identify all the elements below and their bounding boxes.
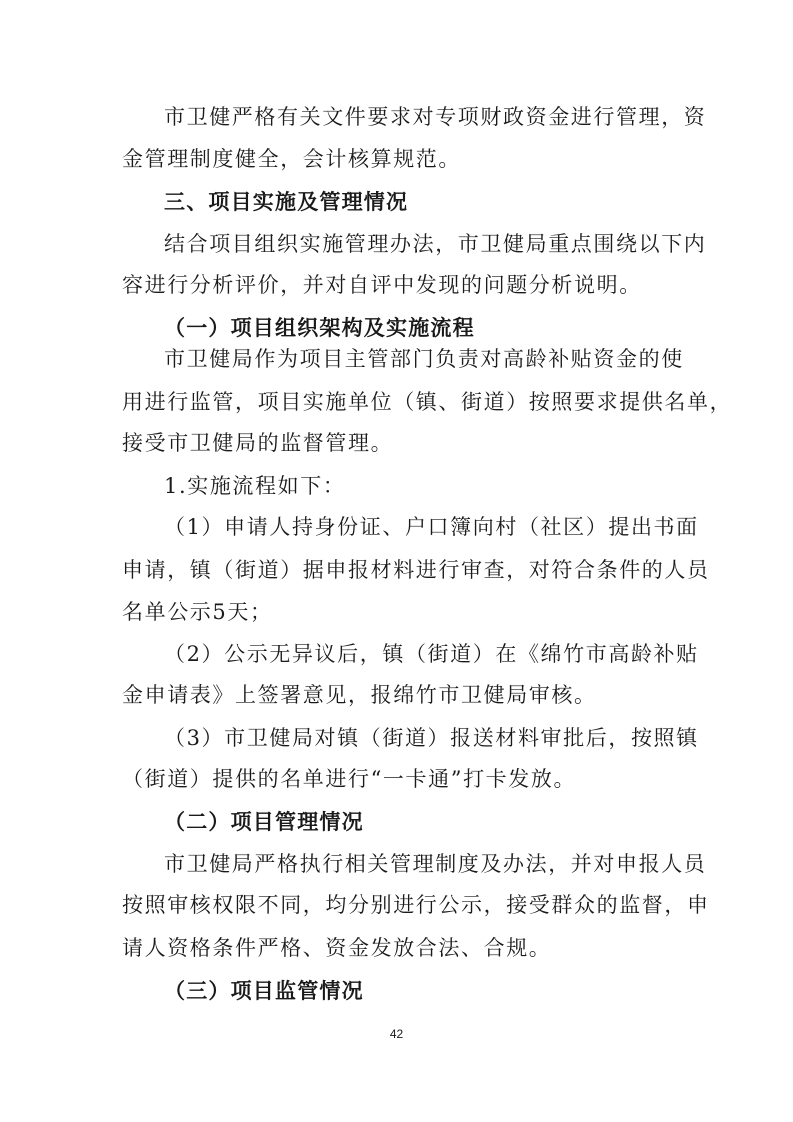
- paragraph-line: 名单公示5天；: [122, 600, 273, 624]
- subsection-heading: （一）项目组织架构及实施流程: [164, 316, 475, 340]
- paragraph-line: 市卫健局作为项目主管部门负责对高龄补贴资金的使: [164, 347, 684, 371]
- section-heading: 三、项目实施及管理情况: [164, 190, 409, 214]
- paragraph-line: 金申请表》上签署意见，报绵竹市卫健局审核。: [122, 683, 597, 707]
- paragraph-line: 请人资格条件严格、资金发放合法、合规。: [122, 936, 552, 960]
- subsection-heading: （三）项目监管情况: [164, 979, 364, 1003]
- paragraph-line: （3）市卫健局对镇（街道）报送材料审批后，按照镇: [164, 726, 699, 750]
- list-heading: 1.实施流程如下：: [164, 474, 346, 498]
- subsection-heading: （二）项目管理情况: [164, 810, 364, 834]
- paragraph-line: 接受市卫健局的监督管理。: [122, 431, 394, 455]
- paragraph-line: 按照审核权限不同，均分别进行公示，接受群众的监督，申: [122, 893, 710, 917]
- paragraph-line: 申请，镇（街道）据申报材料进行审查，对符合条件的人员: [122, 558, 710, 582]
- paragraph-line: 用进行监管，项目实施单位（镇、街道）按照要求提供名单，: [122, 390, 733, 414]
- paragraph-line: 容进行分析评价，并对自评中发现的问题分析说明。: [122, 273, 642, 297]
- paragraph-line: 结合项目组织实施管理办法，市卫健局重点围绕以下内: [164, 232, 707, 256]
- paragraph-line: （1）申请人持身份证、户口簿向村（社区）提出书面: [164, 515, 699, 539]
- paragraph-line: （2）公示无异议后，镇（街道）在《绵竹市高龄补贴: [164, 642, 699, 666]
- paragraph-line: （街道）提供的名单进行“一卡通”打卡发放。: [122, 767, 577, 791]
- paragraph-line: 金管理制度健全，会计核算规范。: [122, 147, 461, 171]
- paragraph-line: 市卫健局严格执行相关管理制度及办法，并对申报人员: [164, 852, 707, 876]
- paragraph-line: 市卫健严格有关文件要求对专项财政资金进行管理，资: [164, 105, 707, 129]
- page-number: 42: [389, 1027, 404, 1041]
